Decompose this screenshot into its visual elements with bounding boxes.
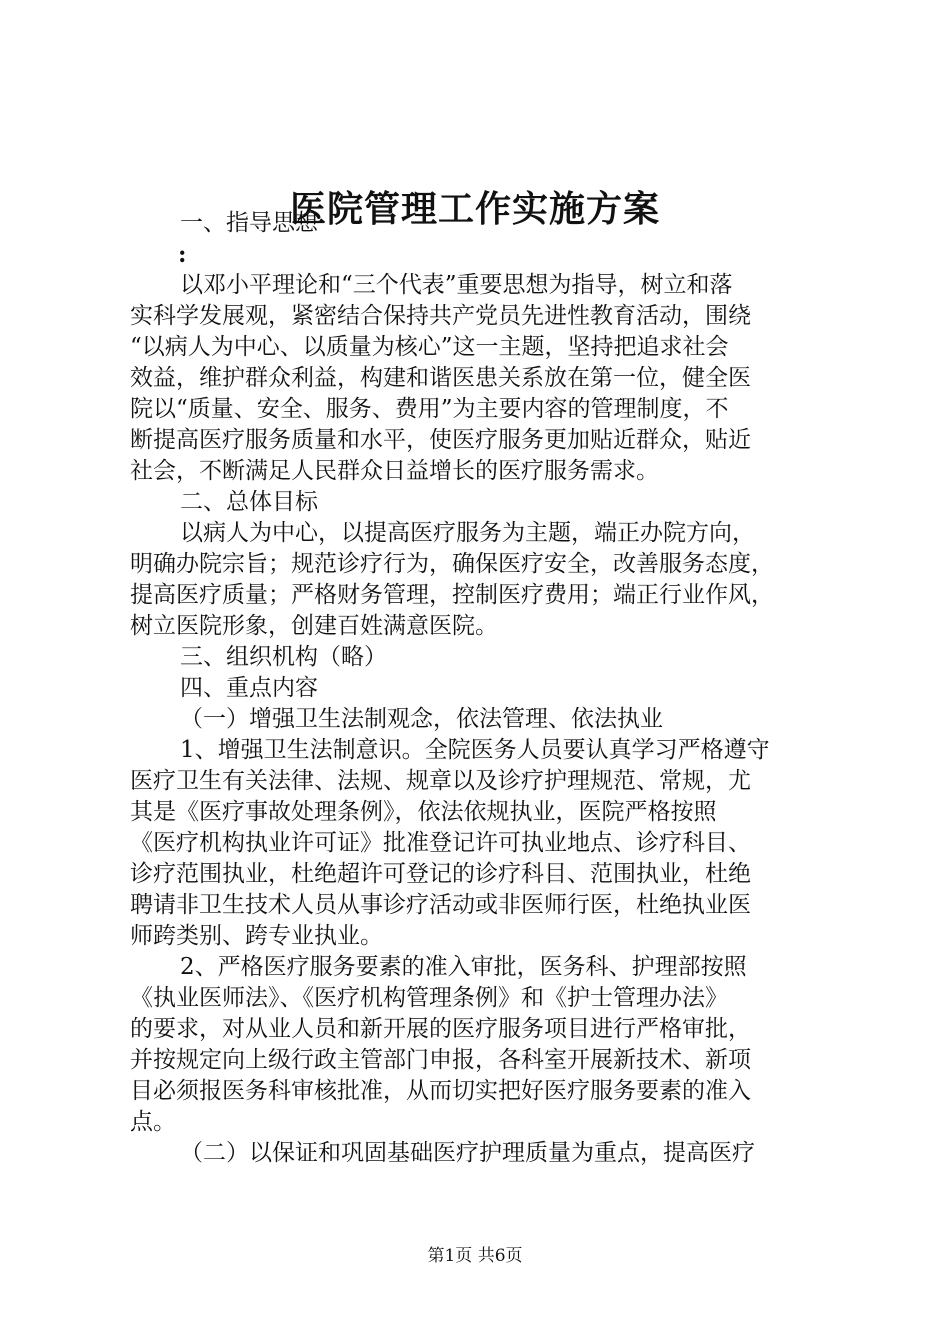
section-heading: 三、组织机构（略） bbox=[180, 644, 387, 670]
subsection-heading: （一）增强卫生法制观念，依法管理、依法执业 bbox=[180, 706, 663, 732]
paragraph-line: 聘请非卫生技术人员从事诊疗活动或非医师行医，杜绝执业医 bbox=[130, 892, 751, 918]
paragraph-line: 院以“质量、安全、服务、费用”为主要内容的管理制度，不 bbox=[130, 396, 729, 422]
paragraph-line: 医疗卫生有关法律、法规、规章以及诊疗护理规范、常规，尤 bbox=[130, 768, 751, 794]
document-title: 医院管理工作实施方案 bbox=[289, 188, 660, 230]
paragraph-line: 1、增强卫生法制意识。全院医务人员要认真学习严格遵守 bbox=[180, 737, 770, 763]
paragraph-line: 诊疗范围执业，杜绝超许可登记的诊疗科目、范围执业，杜绝 bbox=[130, 861, 751, 887]
subsection-heading: （二）以保证和巩固基础医疗护理质量为重点，提高医疗 bbox=[180, 1140, 755, 1166]
paragraph-line: 点。 bbox=[130, 1109, 176, 1135]
paragraph-line: “以病人为中心、以质量为核心”这一主题，坚持把追求社会 bbox=[130, 334, 729, 360]
paragraph-line: 效益，维护群众利益，构建和谐医患关系放在第一位，健全医 bbox=[130, 365, 751, 391]
paragraph-line: 师跨类别、跨专业执业。 bbox=[130, 923, 383, 949]
paragraph-line: 断提高医疗服务质量和水平，使医疗服务更加贴近群众，贴近 bbox=[130, 427, 751, 453]
paragraph-line: : bbox=[178, 241, 187, 268]
paragraph-line: 实科学发展观，紧密结合保持共产党员先进性教育活动，围绕 bbox=[130, 303, 751, 329]
paragraph-line: 《医疗机构执业许可证》批准登记许可执业地点、诊疗科目、 bbox=[130, 830, 751, 856]
section-heading: 四、重点内容 bbox=[180, 675, 318, 701]
paragraph-line: 2、严格医疗服务要素的准入审批，医务科、护理部按照 bbox=[180, 954, 747, 980]
paragraph-line: 树立医院形象，创建百姓满意医院。 bbox=[130, 613, 498, 639]
paragraph-line: 提高医疗质量；严格财务管理，控制医疗费用；端正行业作风， bbox=[130, 582, 774, 608]
paragraph-line: 的要求，对从业人员和新开展的医疗服务项目进行严格审批， bbox=[130, 1016, 751, 1042]
section-heading: 二、总体目标 bbox=[180, 489, 318, 515]
paragraph-line: 《执业医师法》、《医疗机构管理条例》和《护士管理办法》 bbox=[130, 985, 728, 1011]
paragraph-line: 以病人为中心，以提高医疗服务为主题，端正办院方向， bbox=[180, 520, 755, 546]
paragraph-line: 以邓小平理论和“三个代表”重要思想为指导，树立和落 bbox=[180, 272, 733, 298]
document-body bbox=[130, 208, 830, 1169]
paragraph-line: 其是《医疗事故处理条例》，依法依规执业，医院严格按照 bbox=[130, 799, 717, 825]
paragraph-line: 社会，不断满足人民群众日益增长的医疗服务需求。 bbox=[130, 458, 659, 484]
page-footer: 第1页 共6页 bbox=[427, 1246, 523, 1266]
paragraph-line: 并按规定向上级行政主管部门申报，各科室开展新技术、新项 bbox=[130, 1047, 751, 1073]
paragraph-line: 目必须报医务科审核批准，从而切实把好医疗服务要素的准入 bbox=[130, 1078, 751, 1104]
paragraph-line: 明确办院宗旨；规范诊疗行为，确保医疗安全，改善服务态度， bbox=[130, 551, 774, 577]
section-heading: 一、指导思想 bbox=[180, 210, 318, 236]
